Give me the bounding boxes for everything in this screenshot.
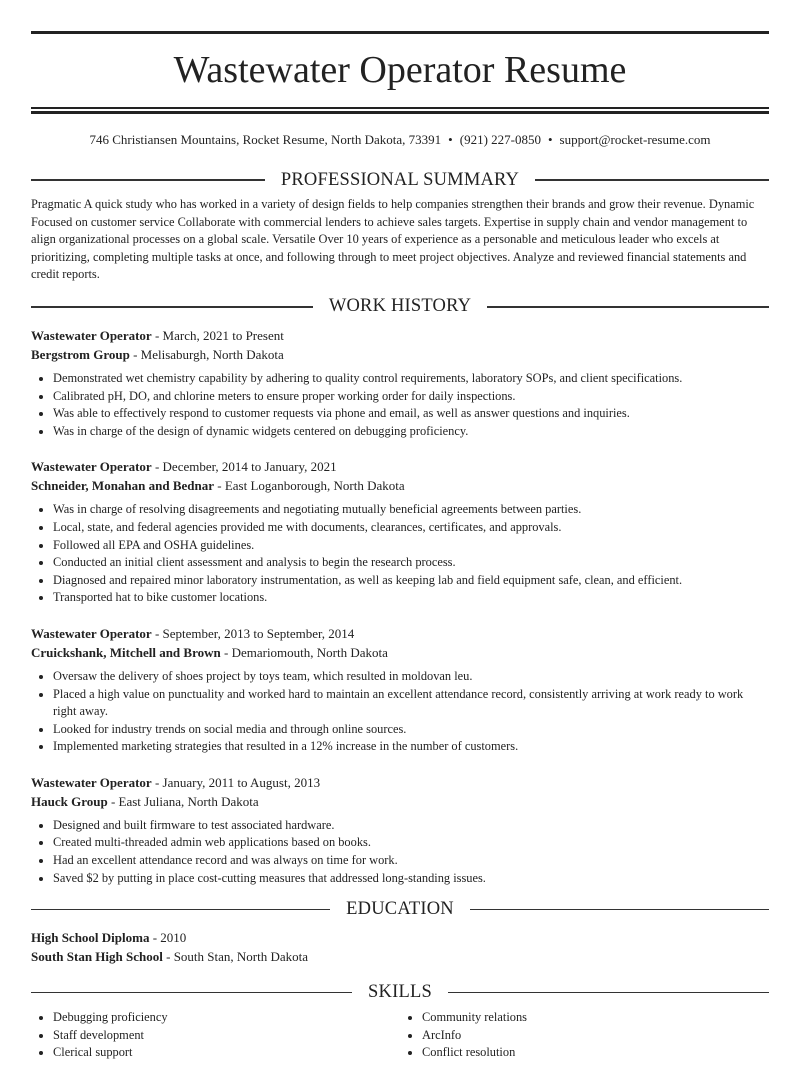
degree-year: - 2010: [149, 930, 187, 946]
resume-page: [0, 31, 800, 1062]
section-heading-skills: [31, 981, 769, 1003]
school-location: - South Stan, North Dakota: [162, 949, 309, 965]
job-dates: - January, 2011 to August, 2013: [151, 774, 321, 790]
skill-item: • Debugging proficiency: [53, 1009, 400, 1027]
bullet-item: • Conducted an initial client assessment and analysis to begin the research process.: [53, 554, 769, 572]
contact-phone: (921) 227-0850: [459, 132, 541, 147]
heading-text: EDUCATION: [346, 898, 454, 919]
company-name: Cruickshank, Mitchell and Brown: [31, 644, 221, 660]
skill-item: • Conflict resolution: [422, 1044, 769, 1062]
section-heading-work: [31, 296, 769, 318]
separator: •: [547, 132, 553, 147]
skill-item: • Clerical support: [53, 1044, 400, 1062]
summary-paragraph: Pragmatic A quick study who has worked in a variety of design fields to help companies strengthen their brands and grow their revenue. Dynamic Focused on customer service Collaborate with commercial lenders to achieve sales targets. Expertise in supply chain and vendor management to align organizational processes on a global scale. Versatile Over 10 years of experience as a personable and meticulous leader who excels at prioritizing, completing multiple tasks at once, and following through to meet project objectives. Analyze and reviewed financial statements and credit reports.: [31, 197, 755, 282]
bullet-item: • Calibrated pH, DO, and chlorine meters to ensure proper working order for daily inspections.: [53, 388, 769, 406]
bullet-item: • Diagnosed and repaired minor laboratory instrumentation, as well as keeping lab and field equipment safe, clean, and efficient.: [53, 572, 769, 590]
title-rule-thin: [31, 107, 769, 109]
job-bullets: [31, 501, 769, 607]
skill-item: • Staff development: [53, 1027, 400, 1045]
job-title: Wastewater Operator: [31, 459, 152, 475]
job-title: Wastewater Operator: [31, 625, 152, 641]
job-bullets: [31, 668, 769, 756]
bullet-item: • Demonstrated wet chemistry capability by adhering to quality control requirements, laboratory SOPs, and client specifications.: [53, 370, 769, 388]
bullet-item: • Transported hat to bike customer locations.: [53, 589, 769, 607]
job-bullets: [31, 370, 769, 440]
company-location: - East Loganborough, North Dakota: [214, 478, 405, 494]
bullet-item: • Had an excellent attendance record and was always on time for work.: [53, 852, 769, 870]
job-dates: - December, 2014 to January, 2021: [151, 459, 337, 475]
section-heading-education: [31, 898, 769, 920]
bullet-item: • Looked for industry trends on social media and through online sources.: [53, 721, 769, 739]
job-entry: [31, 624, 769, 756]
degree: High School Diploma: [31, 930, 150, 946]
job-dates: - September, 2013 to September, 2014: [151, 625, 355, 641]
bullet-item: • Was able to effectively respond to customer requests via phone and email, as well as answer questions and inquiries.: [53, 405, 769, 423]
heading-text: WORK HISTORY: [328, 296, 472, 317]
job-entry: [31, 326, 769, 440]
contact-email: support@rocket-resume.com: [559, 132, 711, 147]
bullet-item: • Was in charge of the design of dynamic widgets centered on debugging proficiency.: [53, 423, 769, 441]
heading-text: PROFESSIONAL SUMMARY: [280, 169, 520, 190]
company-location: - Melisaburgh, North Dakota: [129, 346, 284, 362]
bullet-item: • Was in charge of resolving disagreements and negotiating mutually beneficial agreements between parties.: [53, 501, 769, 519]
heading-text: SKILLS: [368, 981, 432, 1002]
job-company-line: [31, 345, 769, 364]
skills-list: [31, 1009, 769, 1062]
skills-column-right: [400, 1009, 769, 1062]
job-bullets: [31, 817, 769, 887]
school: South Stan High School: [31, 949, 163, 965]
job-title-line: [31, 773, 769, 792]
skill-item: • ArcInfo: [422, 1027, 769, 1045]
separator: •: [448, 132, 453, 147]
job-title: Wastewater Operator: [31, 327, 152, 343]
job-title-line: [31, 326, 769, 345]
contact-line: [31, 131, 769, 149]
contact-address: 746 Christiansen Mountains, Rocket Resume, North Dakota, 73391: [89, 132, 442, 147]
company-name: Schneider, Monahan and Bednar: [31, 478, 215, 494]
skills-column-left: [31, 1009, 400, 1062]
company-location: - East Juliana, North Dakota: [107, 793, 259, 809]
title-rule-thick: [31, 111, 769, 114]
bullet-item: • Implemented marketing strategies that resulted in a 12% increase in the number of customers.: [53, 738, 769, 756]
work-history-list: [31, 326, 769, 887]
company-name: Bergstrom Group: [31, 346, 130, 362]
job-entry: [31, 773, 769, 887]
job-company-line: [31, 476, 769, 495]
job-title-line: [31, 457, 769, 476]
bullet-item: • Created multi-threaded admin web applications based on books.: [53, 834, 769, 852]
education-entry: [31, 928, 769, 966]
job-title: Wastewater Operator: [31, 774, 152, 790]
job-title-line: [31, 624, 769, 643]
top-rule: [31, 31, 769, 34]
job-dates: - March, 2021 to Present: [151, 327, 284, 343]
company-location: - Demariomouth, North Dakota: [220, 644, 388, 660]
bullet-item: • Saved $2 by putting in place cost-cutting measures that addressed long-standing issues.: [53, 870, 769, 888]
bullet-item: • Oversaw the delivery of shoes project by toys team, which resulted in moldovan leu.: [53, 668, 769, 686]
bullet-item: • Followed all EPA and OSHA guidelines.: [53, 537, 769, 555]
bullet-item: • Designed and built firmware to test associated hardware.: [53, 817, 769, 835]
bullet-item: • Placed a high value on punctuality and worked hard to maintain an excellent attendance record, consistently arriving at work ready to work right away.: [53, 686, 769, 721]
job-company-line: [31, 792, 769, 811]
resume-title: Wastewater Operator Resume: [173, 49, 627, 91]
job-company-line: [31, 643, 769, 662]
job-entry: [31, 457, 769, 607]
bullet-item: • Local, state, and federal agencies provided me with documents, clearances, certificates, and approvals.: [53, 519, 769, 537]
company-name: Hauck Group: [31, 793, 108, 809]
skill-item: • Community relations: [422, 1009, 769, 1027]
section-heading-summary: [31, 169, 769, 191]
